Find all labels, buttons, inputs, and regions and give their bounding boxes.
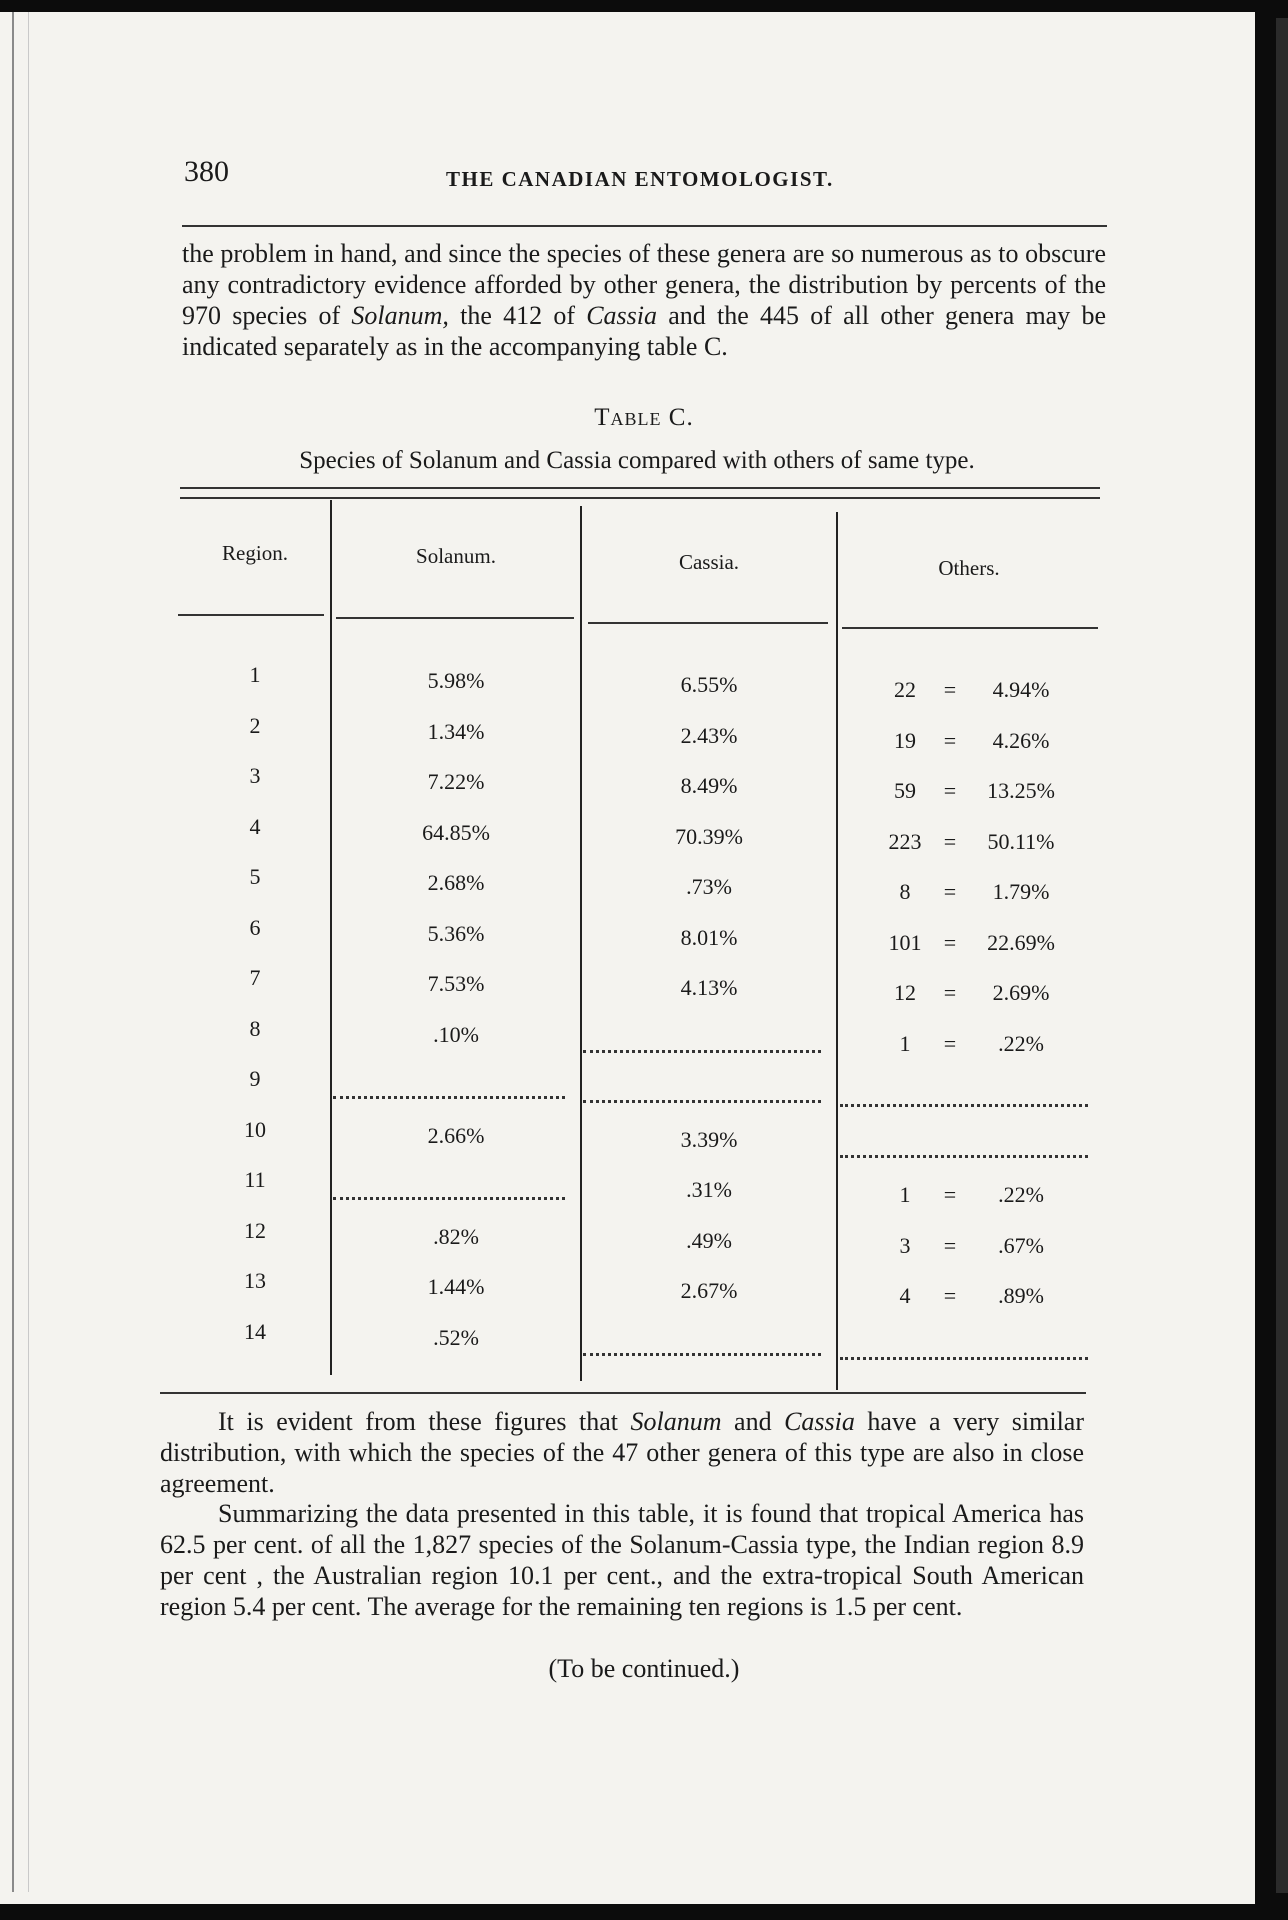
solanum-cell: 7.22%: [427, 769, 485, 794]
p2-text-c: have a very similar distribution, with which the species of the 47 other genera of this type are also in close agreement.: [160, 1407, 1084, 1498]
header-underline: [336, 617, 574, 619]
header-rule: [182, 225, 1107, 227]
intro-solanum: Solanum,: [351, 301, 449, 330]
paragraph-3: [160, 1498, 1084, 1622]
page-left-edge: [12, 12, 29, 1892]
equals-sign: =: [943, 929, 957, 955]
others-pct-cell: 1.79%: [992, 879, 1050, 904]
intro-text-b: the 412 of: [448, 301, 587, 330]
solanum-cell: .82%: [433, 1223, 479, 1249]
equals-sign: =: [943, 778, 957, 803]
table-title: Table C.: [594, 404, 694, 431]
paragraph-2: [160, 1406, 1084, 1499]
solanum-cell: 64.85%: [422, 819, 490, 845]
column-header-others: Others.: [938, 556, 1000, 580]
others-count-cell: 223: [888, 828, 922, 854]
solanum-cell: 2.66%: [427, 1122, 485, 1148]
region-cell: 13: [244, 1268, 266, 1293]
cassia-cell: 2.43%: [680, 722, 738, 748]
p2-cassia: Cassia: [784, 1407, 855, 1436]
region-cell: 3: [249, 763, 261, 788]
column-header-cassia: Cassia.: [678, 550, 740, 574]
p2-solanum: Solanum: [630, 1407, 722, 1436]
others-count-cell: 1: [899, 1182, 911, 1207]
intro-text-c: and the 445 of all other genera may be indicated separately as in the accompanying table C.: [182, 301, 1106, 361]
region-cell: 11: [244, 1167, 266, 1192]
region-cell: 9: [249, 1066, 261, 1091]
empty-cell-leader: [840, 1155, 1088, 1160]
equals-sign: =: [943, 1232, 957, 1258]
header-underline: [588, 622, 828, 624]
table-top-rule: [180, 487, 1100, 499]
solanum-cell: 7.53%: [427, 971, 485, 996]
cassia-cell: .31%: [686, 1177, 732, 1202]
solanum-cell: 5.98%: [427, 668, 485, 693]
cassia-cell: 6.55%: [680, 672, 738, 697]
others-pct-cell: .22%: [998, 1182, 1044, 1207]
page-number: 380: [184, 155, 229, 188]
solanum-cell: 1.34%: [427, 718, 485, 744]
header-underline: [178, 614, 324, 616]
others-pct-cell: 2.69%: [992, 980, 1050, 1005]
empty-cell-leader: [583, 1100, 821, 1105]
others-count-cell: 19: [894, 727, 916, 753]
region-cell: 14: [244, 1318, 266, 1344]
region-cell: 5: [249, 864, 261, 889]
empty-cell-leader: [333, 1197, 565, 1202]
cassia-cell: 8.49%: [680, 773, 738, 798]
solanum-cell: 2.68%: [427, 870, 485, 895]
solanum-cell: 1.44%: [427, 1274, 485, 1299]
others-pct-cell: 13.25%: [987, 778, 1055, 803]
empty-cell-leader: [333, 1096, 565, 1101]
empty-cell-leader: [840, 1104, 1088, 1109]
intro-paragraph: [182, 238, 1106, 362]
solanum-cell: .10%: [433, 1021, 479, 1047]
page-right-edge: [1276, 18, 1288, 1893]
empty-cell-leader: [840, 1357, 1088, 1362]
column-header-solanum: Solanum.: [416, 544, 496, 568]
cassia-cell: 8.01%: [680, 924, 738, 950]
table-caption: Species of Solanum and Cassia compared with others of same type.: [299, 447, 975, 474]
region-cell: 4: [249, 813, 261, 839]
cassia-cell: 4.13%: [680, 975, 738, 1000]
others-pct-cell: 4.94%: [992, 677, 1050, 702]
others-count-cell: 101: [888, 929, 922, 955]
empty-cell-leader: [583, 1353, 821, 1358]
others-pct-cell: 50.11%: [987, 828, 1055, 854]
equals-sign: =: [943, 879, 957, 904]
others-count-cell: 12: [894, 980, 916, 1005]
equals-sign: =: [943, 980, 957, 1005]
p3-text: Summarizing the data presented in this table, it is found that tropical America has 62.5 per cent. of all the 1,827 species of the Solanum-Cassia type, the Indian region 8.9 per cent , the Australian region 10.1 per cent., and the extra-tropical South American region 5.4 per cent. The average for the remaining ten regions is 1.5 per cent.: [160, 1499, 1084, 1621]
header-underline: [842, 627, 1098, 629]
others-pct-cell: .67%: [998, 1232, 1044, 1258]
others-count-cell: 8: [899, 879, 911, 904]
others-count-cell: 22: [894, 677, 916, 702]
region-cell: 12: [244, 1217, 266, 1243]
others-pct-cell: 4.26%: [992, 727, 1050, 753]
equals-sign: =: [943, 1030, 957, 1056]
intro-cassia: Cassia: [586, 301, 658, 330]
p2-text-a: It is evident from these figures that: [218, 1407, 631, 1436]
solanum-cell: .52%: [433, 1324, 479, 1350]
region-cell: 2: [249, 712, 261, 738]
region-cell: 10: [244, 1116, 266, 1142]
cassia-cell: .49%: [686, 1227, 732, 1253]
others-count-cell: 3: [899, 1232, 911, 1258]
equals-sign: =: [943, 1283, 957, 1308]
cassia-cell: .73%: [686, 874, 732, 899]
table-bottom-rule: [160, 1392, 1086, 1394]
column-divider: [836, 512, 838, 1390]
others-pct-cell: .22%: [998, 1030, 1044, 1056]
region-cell: 1: [249, 662, 261, 687]
equals-sign: =: [943, 727, 957, 753]
p2-text-b: and: [721, 1407, 785, 1436]
region-cell: 6: [249, 914, 261, 940]
others-pct-cell: .89%: [998, 1283, 1044, 1308]
equals-sign: =: [943, 1182, 957, 1207]
equals-sign: =: [943, 828, 957, 854]
continued-note: (To be continued.): [548, 1654, 740, 1683]
cassia-cell: 3.39%: [680, 1126, 738, 1152]
region-cell: 7: [249, 965, 261, 990]
others-pct-cell: 22.69%: [987, 929, 1055, 955]
column-header-region: Region.: [222, 541, 288, 565]
empty-cell-leader: [583, 1050, 821, 1055]
intro-text-a: the problem in hand, and since the species of these genera are so numerous as to obscure any contradictory evidence afforded by other genera, the distribution by percents of the 970 species of: [182, 239, 1106, 330]
others-count-cell: 4: [899, 1283, 911, 1308]
cassia-cell: 70.39%: [675, 823, 743, 849]
solanum-cell: 5.36%: [427, 920, 485, 946]
equals-sign: =: [943, 677, 957, 702]
running-title: THE CANADIAN ENTOMOLOGIST.: [446, 167, 834, 191]
region-cell: 8: [249, 1015, 261, 1041]
others-count-cell: 59: [894, 778, 916, 803]
others-count-cell: 1: [899, 1030, 911, 1056]
cassia-cell: 2.67%: [680, 1278, 738, 1303]
